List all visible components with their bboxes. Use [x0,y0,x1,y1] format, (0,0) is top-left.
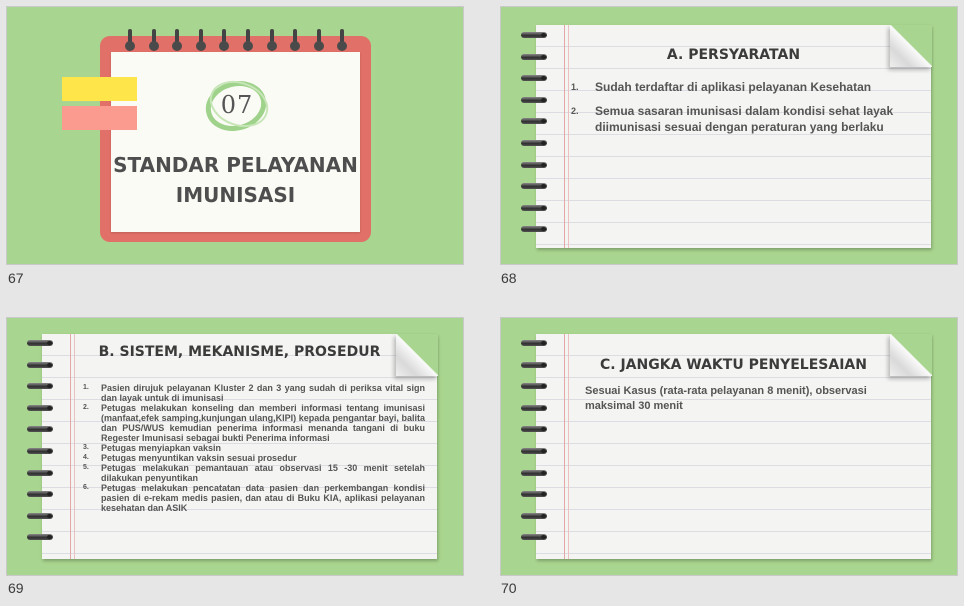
spiral-coil-icon [521,139,549,147]
binder-ring-icon [172,29,182,53]
spiral-coil-icon [27,469,55,477]
list-item [83,443,425,453]
slide-number-69: 69 [8,580,24,596]
slide-number-70: 70 [501,580,517,596]
list-number: 4. [83,454,89,461]
list-item [83,403,425,443]
spiral-coil-icon [521,96,549,104]
list-text: Petugas melakukan pemantauan atau observasi 15 -30 menit setelah dilakukan penyuntikan [101,463,425,483]
list-text: Pasien dirujuk pelayanan Kluster 2 dan 3 yang sudah di periksa vital sign dan layak untuk di imunisasi [101,383,425,403]
list-text: Petugas melakukan konseling dan memberi informasi tentang imunisasi (manfaat,efek samping,kunjungan ulang,KIPI) kepada pengantar bayi, balita dan PUS/WUS kemudian penerima informasi menanda tangani di buku Regester Imunisasi sebagai bukti Penerima informasi [101,403,425,443]
spiral-coil-icon [521,512,549,520]
list-item [571,79,916,95]
slide-title: B. SISTEM, MEKANISME, PROSEDUR [98,344,381,360]
slide-title: C. JANGKA WAKTU PENYELESAIAN [600,357,867,373]
binder-ring-icon [290,29,300,53]
list-text: Semua sasaran imunisasi dalam kondisi sehat layak diimunisasi sesuai dengan peraturan yang berlaku [595,104,894,134]
procedure-list [83,383,425,513]
list-text: Petugas melakukan pencatatan data pasien dan perkembangan kondisi pasien di e-rekam medis pasien, dan atau di Buku KIA, aplikasi pelayanan kesehatan dan ASIK [101,483,425,513]
binder-ring-icon [267,29,277,53]
spiral-coil-icon [521,533,549,541]
slide-number-68: 68 [501,270,517,286]
spiral-coil-icon [521,117,549,125]
spiral-coil-icon [27,533,55,541]
spiral-coil-icon [521,339,549,347]
list-item [83,483,425,513]
list-text: Petugas menyiapkan vaksin [101,443,222,453]
spiral-coil-icon [521,382,549,390]
spiral-coil-icon [521,31,549,39]
spiral-coil-icon [521,74,549,82]
slide-body-text: Sesuai Kasus (rata-rata pelayanan 8 menit), observasi maksimal 30 menit [585,385,867,412]
sticky-tab-yellow [62,77,137,101]
spiral-coil-icon [27,490,55,498]
spiral-coil-icon [521,404,549,412]
binder-ring-icon [125,29,135,53]
list-number: 2. [571,106,579,116]
spiral-coil-icon [521,490,549,498]
list-number: 6. [83,484,89,491]
spiral-coil-icon [521,225,549,233]
list-item [83,463,425,483]
sticky-tab-pink [62,106,137,130]
slide-thumbnail-70[interactable] [500,317,958,576]
binder-ring-icon [243,29,253,53]
spiral-coil-icon [27,404,55,412]
slide-title: A. PERSYARATAN [666,47,801,63]
cover-title-line1: STANDAR PELAYANAN [113,153,358,177]
slide-number-67: 67 [8,270,24,286]
list-number: 2. [83,404,89,411]
slide-thumbnail-68[interactable] [500,6,958,265]
list-text: Sudah terdaftar di aplikasi pelayanan Kesehatan [595,80,872,94]
binder-ring-icon [314,29,324,53]
spiral-coil-icon [521,469,549,477]
list-text: Petugas menyuntikan vaksin sesuai prosedur [101,453,297,463]
spiral-coil-icon [521,425,549,433]
list-item [83,383,425,403]
spiral-coil-icon [521,182,549,190]
list-item [571,103,916,135]
list-number: 1. [83,384,89,391]
section-badge [202,79,272,131]
spiral-coil-icon [27,382,55,390]
binder-ring-icon [337,29,347,53]
list-number: 5. [83,464,89,471]
spiral-coil-icon [27,425,55,433]
requirements-list [571,79,916,143]
slide-thumbnail-67[interactable] [6,6,464,265]
spiral-coil-icon [521,204,549,212]
spiral-coil-icon [27,361,55,369]
list-item [83,453,425,463]
binder-ring-icon [196,29,206,53]
margin-line [70,334,71,559]
spiral-coil-icon [521,447,549,455]
binder-ring-icon [149,29,159,53]
list-number: 1. [571,82,579,92]
cover-title [111,150,360,210]
spiral-coil-icon [521,161,549,169]
slide-thumbnail-69[interactable] [6,317,464,576]
spiral-coil-icon [27,447,55,455]
cover-title-line2: IMUNISASI [175,183,296,207]
section-number: 07 [220,91,254,119]
list-number: 3. [83,444,89,451]
binder-ring-icon [219,29,229,53]
spiral-coil-icon [27,512,55,520]
margin-line [74,334,75,559]
